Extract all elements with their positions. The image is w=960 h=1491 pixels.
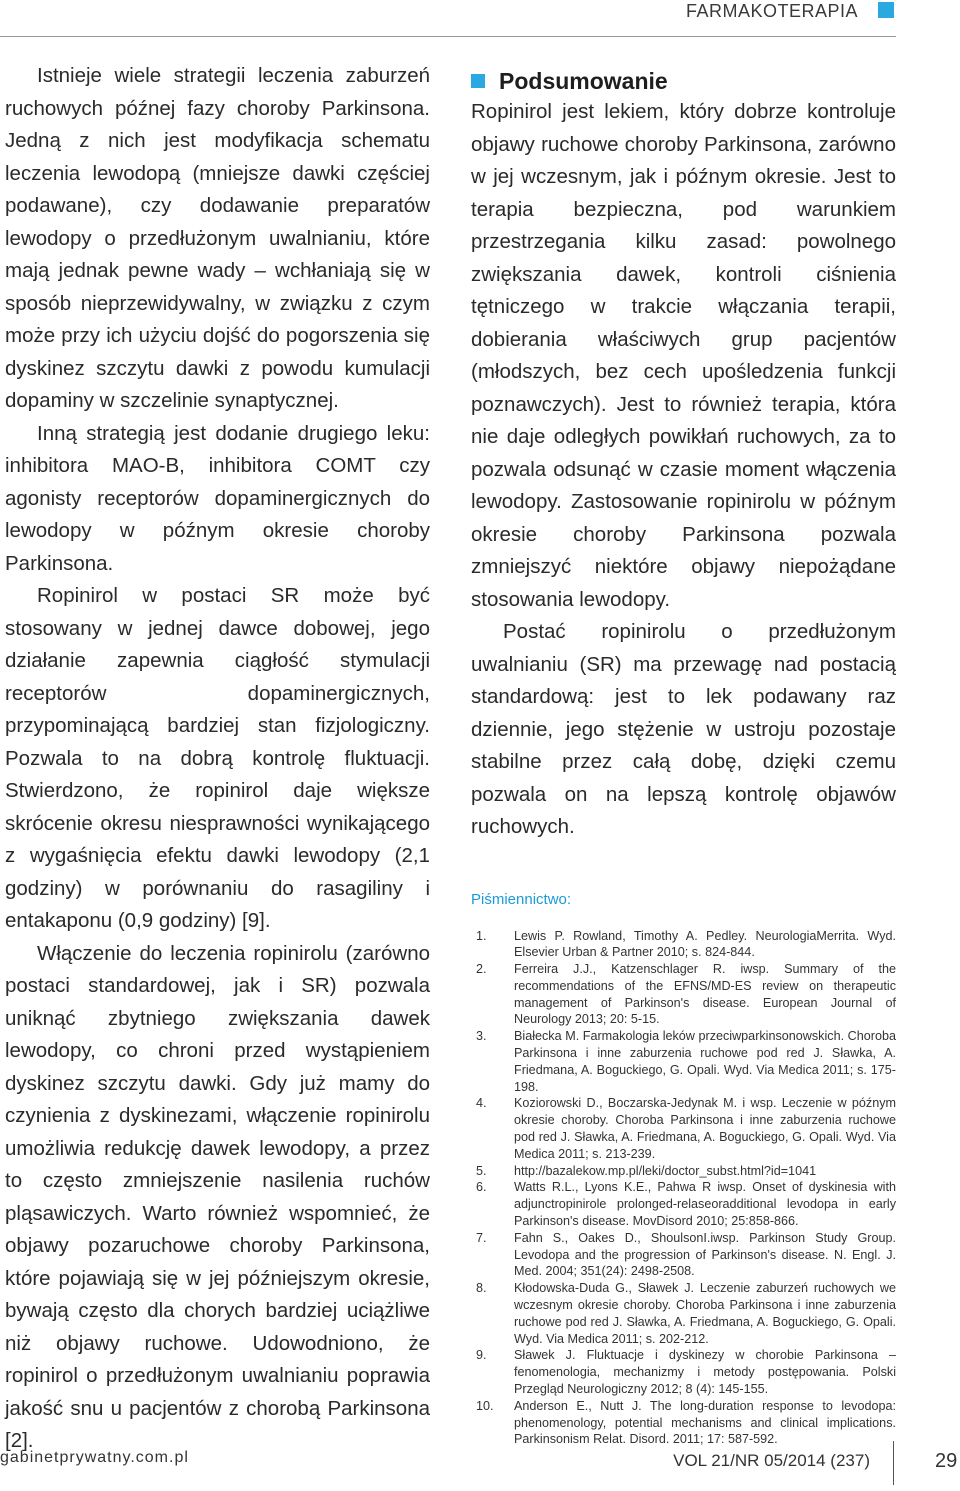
reference-item [471, 1398, 896, 1448]
reference-text: Ferreira J.J., Katzenschlager R. iwsp. Summary of the recommendations of the EFNS/MD-ES review on therapeutic management of Parkinson's disease. European Journal of Neurology 2013; 20: 5-15. [514, 962, 896, 1027]
reference-number: 2. [476, 962, 487, 977]
reference-item [471, 1163, 896, 1180]
reference-text: Anderson E., Nutt J. The long-duration response to levodopa: phenomenology, potential mechanisms and clinical implications. Parkinsonism Relat. Disord. 2011; 17: 587-592. [514, 1398, 896, 1447]
references-title: Piśmiennictwo: [471, 890, 572, 908]
summary-paragraph: Postać ropinirolu o przedłużonym uwalnianiu (SR) ma przewagę nad postacią standardową: jest to lek podawany raz dziennie, jego stężenie w ustroju pozostaje stabilne przez całą dobę, dzięki czemu pozwala on na lepszą kontrolę objawów ruchowych. [471, 620, 896, 838]
header-divider [0, 36, 896, 37]
page-number: 29 [935, 1450, 958, 1472]
reference-item [471, 1230, 896, 1280]
reference-text: Watts R.L., Lyons K.E., Pahwa R iwsp. Onset of dyskinesia with adjunctropinirole prolonged-relaseoradditional levodopa in early Parkinson's disease. MovDisord 2010; 25:858-866. [514, 1180, 896, 1229]
reference-item [471, 1028, 896, 1095]
reference-number: 4. [476, 1096, 487, 1111]
reference-number: 6. [476, 1180, 487, 1195]
left-column [5, 60, 430, 1458]
reference-text: Fahn S., Oakes D., ShoulsonI.iwsp. Parkinson Study Group. Levodopa and the progression of Parkinson's disease. N. Engl. J. Med. 2004; 351(24): 2498-2508. [514, 1230, 896, 1279]
body-paragraph: Ropinirol w postaci SR może być stosowany w jednej dawce dobowej, jego działanie zapewnia ciągłość stymulacji receptorów dopaminergicznych, przypominającą bardziej stan fizjologiczny. Pozwala to na dobrą kontrolę fluktuacji. Stwierdzono, że ropinirol daje większe skrócenie okresu niesprawności wynikającego z wygaśnięcia efektu dawki lewodopy (2,1 godziny) w porównaniu do rasagiliny i entakaponu (0,9 godziny) [9]. [5, 584, 430, 932]
reference-text: Sławek J. Fluktuacje i dyskinezy w chorobie Parkinsona – fenomenologia, mechanizmy i metody postępowania. Polski Przegląd Neurologiczny 2012; 8 (4): 145-155. [514, 1348, 896, 1397]
footer-divider [893, 1441, 894, 1485]
reference-number: 9. [476, 1348, 487, 1363]
reference-link[interactable]: http://bazalekow.mp.pl/leki/doctor_subst.html?id=1041 [514, 1163, 817, 1178]
body-paragraph: Inną strategią jest dodanie drugiego leku: inhibitora MAO-B, inhibitora COMT czy agonisty receptorów dopaminergicznych do lewodopy w późnym okresie choroby Parkinsona. [5, 421, 430, 575]
reference-number: 10. [476, 1398, 494, 1413]
summary-heading-text: Podsumowanie [499, 68, 668, 94]
accent-square-icon [878, 2, 894, 18]
reference-text: Białecka M. Farmakologia leków przeciwparkinsonowskich. Choroba Parkinsona i inne zaburzenia ruchowe pod red J. Sławka, A. Friedmana, A. Boguckiego, G. Opali. Wyd. Via Medica 2011; s. 175-198. [514, 1029, 896, 1094]
reference-item [471, 1347, 896, 1397]
summary-paragraph: Ropinirol jest lekiem, który dobrze kontroluje objawy ruchowe choroby Parkinsona, zarówno w jej wczesnym, jak i późnym okresie. Jest to terapia bezpieczna, pod warunkiem przestrzegania kilku zasad: powolnego zwiększania dawek, kontroli ciśnienia tętniczego w trakcie włączania terapii, dobierania właściwych grup pacjentów (młodszych, bez cech upośledzenia funkcji poznawczych). Jest to również terapia, która nie daje odległych powikłań ruchowych, za to pozwala odsunąć w czasie moment włączenia lewodopy. Zastosowanie ropinirolu w późnym okresie choroby Parkinsona pozwala zmniejszyć niektóre objawy niepożądane stosowania lewodopy. [471, 100, 896, 611]
reference-text: Koziorowski D., Boczarska-Jedynak M. i wsp. Leczenie w późnym okresie choroby. Choroba Parkinsona i inne zaburzenia ruchowe pod red J. Sławka, A. Friedmana, A. Boguckiego, G. Opali. Wyd. Via Medica 2011; s. 213-239. [514, 1096, 896, 1161]
reference-item [471, 961, 896, 1028]
references-list [471, 928, 896, 1449]
summary-heading [471, 66, 896, 96]
reference-number: 7. [476, 1230, 487, 1245]
right-column [471, 66, 896, 1448]
reference-item [471, 1280, 896, 1347]
reference-item [471, 1095, 896, 1162]
reference-number: 5. [476, 1163, 487, 1178]
reference-number: 8. [476, 1281, 487, 1296]
reference-text: Lewis P. Rowland, Timothy A. Pedley. NeurologiaMerrita. Wyd. Elsevier Urban & Partner 2010; s. 824-844. [514, 928, 896, 960]
reference-text: Kłodowska-Duda G., Sławek J. Leczenie zaburzeń ruchowych we wczesnym okresie choroby. Choroba Parkinsona i inne zaburzenia ruchowe pod red J. Sławka, A. Friedmana, A. Boguckiego, G. Opali. Wyd. Via Medica 2011; s. 202-212. [514, 1281, 896, 1346]
footer-website-link[interactable]: gabinetprywatny.com.pl [0, 1449, 189, 1466]
body-paragraph: Istnieje wiele strategii leczenia zaburzeń ruchowych późnej fazy choroby Parkinsona. Jedną z nich jest modyfikacja schematu leczenia lewodopą (mniejsze dawki częściej podawane), czy dodawanie preparatów lewodopy o przedłużonym uwalnianiu, które mają jednak pewne wady – wchłaniają się w sposób nieprzewidywalny, w związku z czym może przy ich użyciu dojść do pogorszenia się dyskinez szczytu dawki z powodu kumulacji dopaminy w szczelinie synaptycznej. [5, 64, 430, 412]
footer-volume: VOL 21/NR 05/2014 (237) [673, 1451, 870, 1470]
body-paragraph: Włączenie do leczenia ropinirolu (zarówno postaci standardowej, jak i SR) pozwala uniknąć zbytniego zwiększania dawek lewodopy, co chroni przed wystąpieniem dyskinez szczytu dawki. Gdy już mamy do czynienia z dyskinezami, włączenie ropinirolu umożliwia redukcję dawek lewodopy, a przez to często zmniejszenie nasilenia ruchów pląsawiczych. Warto również wspomnieć, że objawy pozaruchowe choroby Parkinsona, które pojawiają się w jej późniejszym okresie, bywają często dla chorych bardziej uciążliwe niż objawy ruchowe. Udowodniono, że ropinirol o przedłużonym uwalnianiu poprawia jakość snu u pacjentów z chorobą Parkinsona [2]. [5, 941, 430, 1452]
reference-item [471, 1179, 896, 1229]
reference-number: 1. [476, 928, 487, 943]
heading-square-icon [471, 74, 485, 88]
section-label: FARMAKOTERAPIA [685, 1, 858, 21]
reference-number: 3. [476, 1029, 487, 1044]
reference-item [471, 928, 896, 962]
